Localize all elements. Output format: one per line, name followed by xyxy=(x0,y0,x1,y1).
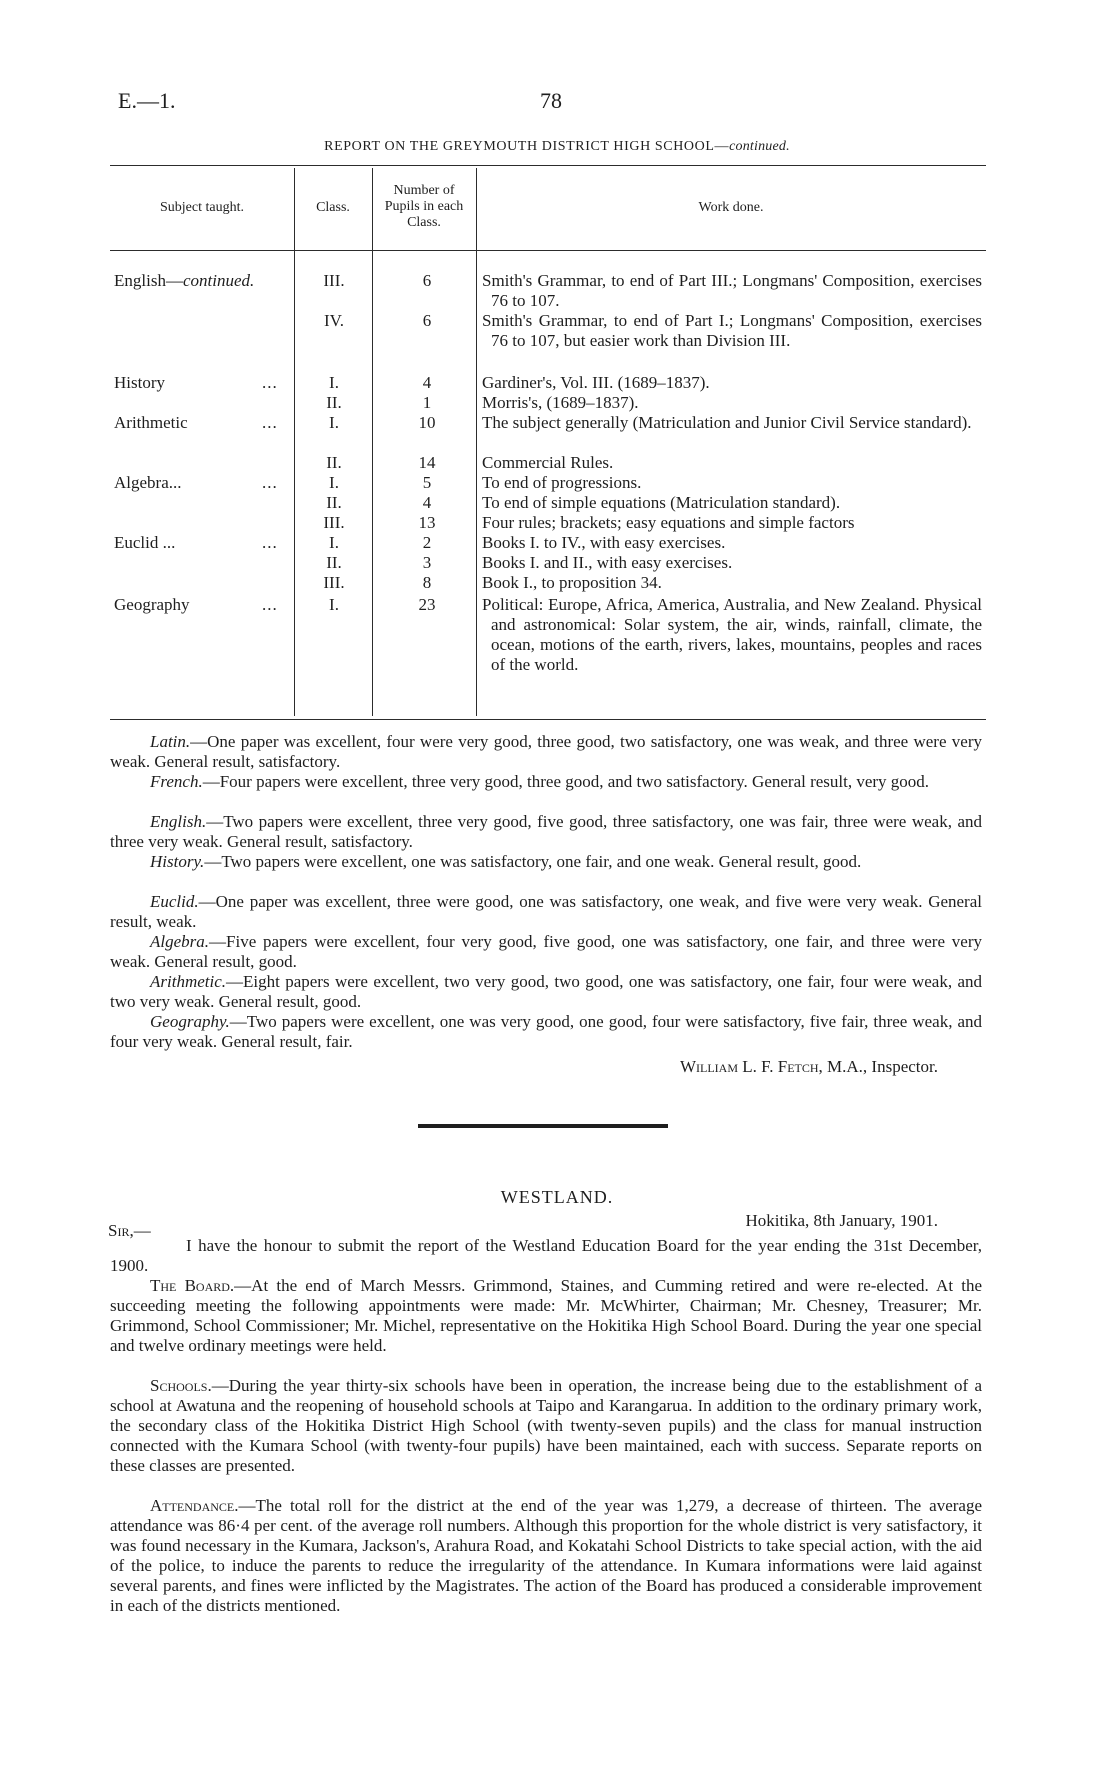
cell-pupils: 8 xyxy=(422,573,432,592)
cell-pupils: 6 xyxy=(422,271,432,290)
cell-pupils: 23 xyxy=(418,595,436,614)
schools-paragraph: Schools.—During the year thirty-six schools have been in operation, the increase being due to the establishment of a school at Awatuna and the reopening of household schools at Taipo and Karangarua. In addition to the ordinary primary work, the secondary class of the Hokitika District High School (with twenty-seven pupils) and the class for manual instruction connected with the Kumara School (with twenty-four pupils) have been maintained, each with success. Separate reports on these classes are presented. xyxy=(110,1376,982,1475)
cell-class: II. xyxy=(326,553,342,572)
cell-work: To end of progressions. xyxy=(482,473,642,492)
cell-class: III. xyxy=(323,513,345,532)
section-heading: WESTLAND. xyxy=(500,1187,614,1207)
cell-class: II. xyxy=(326,393,342,412)
salutation: Sir,— xyxy=(108,1221,151,1240)
column-header-class: Class. xyxy=(316,200,350,215)
cell-subject: Arithmetic ... xyxy=(114,413,278,432)
column-divider xyxy=(294,168,295,716)
attendance-paragraph: Attendance.—The total roll for the district at the end of the year was 1,279, a decrease of thirteen. The average attendance was 86·4 per cent. of the average roll numbers. Although this proportion for the whole district is very satisfactory, it was found necessary in the Kumara, Jackson's, Arahura Road, and Kokatahi School Districts to take special action, with the aid of the police, to induce the parents to reduce the irregularity of the attendance. In Kumara informations were laid against several parents, and fines were inflicted by the Magistrates. The action of the Board has produced a considerable improvement in each of the districts mentioned. xyxy=(110,1496,982,1615)
report-title: REPORT ON THE GREYMOUTH DISTRICT HIGH SCHOOL—continued. xyxy=(324,139,790,154)
intro-paragraph: I have the honour to submit the report of the Westland Education Board for the year ending the 31st December, 1900. xyxy=(110,1236,982,1275)
result-paragraph-history: History.—Two papers were excellent, one was satisfactory, one fair, and one weak. General result, good. xyxy=(150,852,862,871)
result-paragraph-latin: Latin.—One paper was excellent, four were very good, three good, two satisfactory, one was weak, and three were very weak. General result, satisfactory. xyxy=(110,732,982,771)
table-bottom-rule xyxy=(110,719,986,720)
result-paragraph-euclid: Euclid.—One paper was excellent, three were good, one was satisfactory, one weak, and five were very weak. General result, weak. xyxy=(110,892,982,931)
cell-pupils: 5 xyxy=(422,473,432,492)
cell-pupils: 2 xyxy=(422,533,432,552)
series-label: E.—1. xyxy=(118,88,176,113)
cell-work: Smith's Grammar, to end of Part III.; Longmans' Composition, exercises 76 to 107. xyxy=(482,271,982,310)
column-header-work: Work done. xyxy=(698,200,764,215)
cell-pupils: 6 xyxy=(422,311,432,330)
column-header-subject: Subject taught. xyxy=(160,200,244,215)
cell-pupils: 1 xyxy=(422,393,432,412)
cell-work: Books I. and II., with easy exercises. xyxy=(482,553,733,572)
cell-class: I. xyxy=(329,595,339,614)
result-paragraph-geography: Geography.—Two papers were excellent, one was very good, one good, four were satisfactory, five fair, three weak, and four very weak. General result, fair. xyxy=(110,1012,982,1051)
table-top-rule xyxy=(110,165,986,166)
board-paragraph: The Board.—At the end of March Messrs. Grimmond, Staines, and Cumming retired and were re-elected. At the succeeding meeting the following appointments were made: Mr. McWhirter, Chairman; Mr. Chesney, Treasurer; Mr. Grimmond, School Commissioner; Mr. Michel, representative on the Hokitika High School Board. During the year one special and twelve ordinary meetings were held. xyxy=(110,1276,982,1355)
cell-class: III. xyxy=(323,271,345,290)
cell-work: Smith's Grammar, to end of Part I.; Longmans' Composition, exercises 76 to 107, but easier work than Division III. xyxy=(482,311,982,350)
cell-work: Books I. to IV., with easy exercises. xyxy=(482,533,726,552)
cell-class: III. xyxy=(323,573,345,592)
cell-subject: English—continued. xyxy=(114,271,255,290)
cell-class: II. xyxy=(326,453,342,472)
cell-subject: Euclid ... ... xyxy=(114,533,278,552)
inspector-signature: William L. F. Fetch, M.A., Inspector. xyxy=(679,1057,938,1076)
cell-work: The subject generally (Matriculation and Junior Civil Service standard). xyxy=(482,413,972,432)
page-number: 78 xyxy=(540,88,562,113)
cell-work: Book I., to proposition 34. xyxy=(482,573,662,592)
result-paragraph-french: French.—Four papers were excellent, three very good, three good, and two satisfactory. General result, very good. xyxy=(150,772,930,791)
cell-subject: Algebra... ... xyxy=(114,473,278,492)
cell-work: Morris's, (1689–1837). xyxy=(482,393,639,412)
cell-class: II. xyxy=(326,493,342,512)
cell-pupils: 4 xyxy=(422,373,432,392)
column-header-pupils: Number of Pupils in each Class. xyxy=(384,183,464,230)
cell-pupils: 4 xyxy=(422,493,432,512)
result-paragraph-algebra: Algebra.—Five papers were excellent, four very good, five good, one was satisfactory, one fair, and three were very weak. General result, good. xyxy=(110,932,982,971)
column-divider xyxy=(476,168,477,716)
result-paragraph-english: English.—Two papers were excellent, three very good, five good, three satisfactory, one was fair, three were weak, and three very weak. General result, satisfactory. xyxy=(110,812,982,851)
cell-pupils: 13 xyxy=(418,513,436,532)
cell-pupils: 10 xyxy=(418,413,436,432)
place-date: Hokitika, 8th January, 1901. xyxy=(745,1211,938,1230)
cell-class: I. xyxy=(329,533,339,552)
cell-pupils: 3 xyxy=(422,553,432,572)
cell-work: Commercial Rules. xyxy=(482,453,614,472)
column-divider xyxy=(372,168,373,716)
cell-pupils: 14 xyxy=(418,453,436,472)
cell-class: IV. xyxy=(324,311,344,330)
cell-work: To end of simple equations (Matriculation standard). xyxy=(482,493,841,512)
result-paragraph-arithmetic: Arithmetic.—Eight papers were excellent, two very good, two good, one was satisfactory, one fair, four were weak, and two very weak. General result, good. xyxy=(110,972,982,1011)
cell-subject: Geography ... xyxy=(114,595,278,614)
cell-work: Political: Europe, Africa, America, Australia, and New Zealand. Physical and astronomical: Solar system, the air, winds, rainfall, climate, the ocean, motions of the earth, rivers, lakes, mountains, peoples and races of the world. xyxy=(482,595,982,674)
cell-work: Gardiner's, Vol. III. (1689–1837). xyxy=(482,373,710,392)
table-header-rule xyxy=(110,250,986,251)
cell-class: I. xyxy=(329,413,339,432)
cell-subject: History ... xyxy=(114,373,278,392)
cell-class: I. xyxy=(329,473,339,492)
cell-work: Four rules; brackets; easy equations and simple factors xyxy=(482,513,855,532)
cell-class: I. xyxy=(329,373,339,392)
section-divider xyxy=(418,1124,668,1128)
